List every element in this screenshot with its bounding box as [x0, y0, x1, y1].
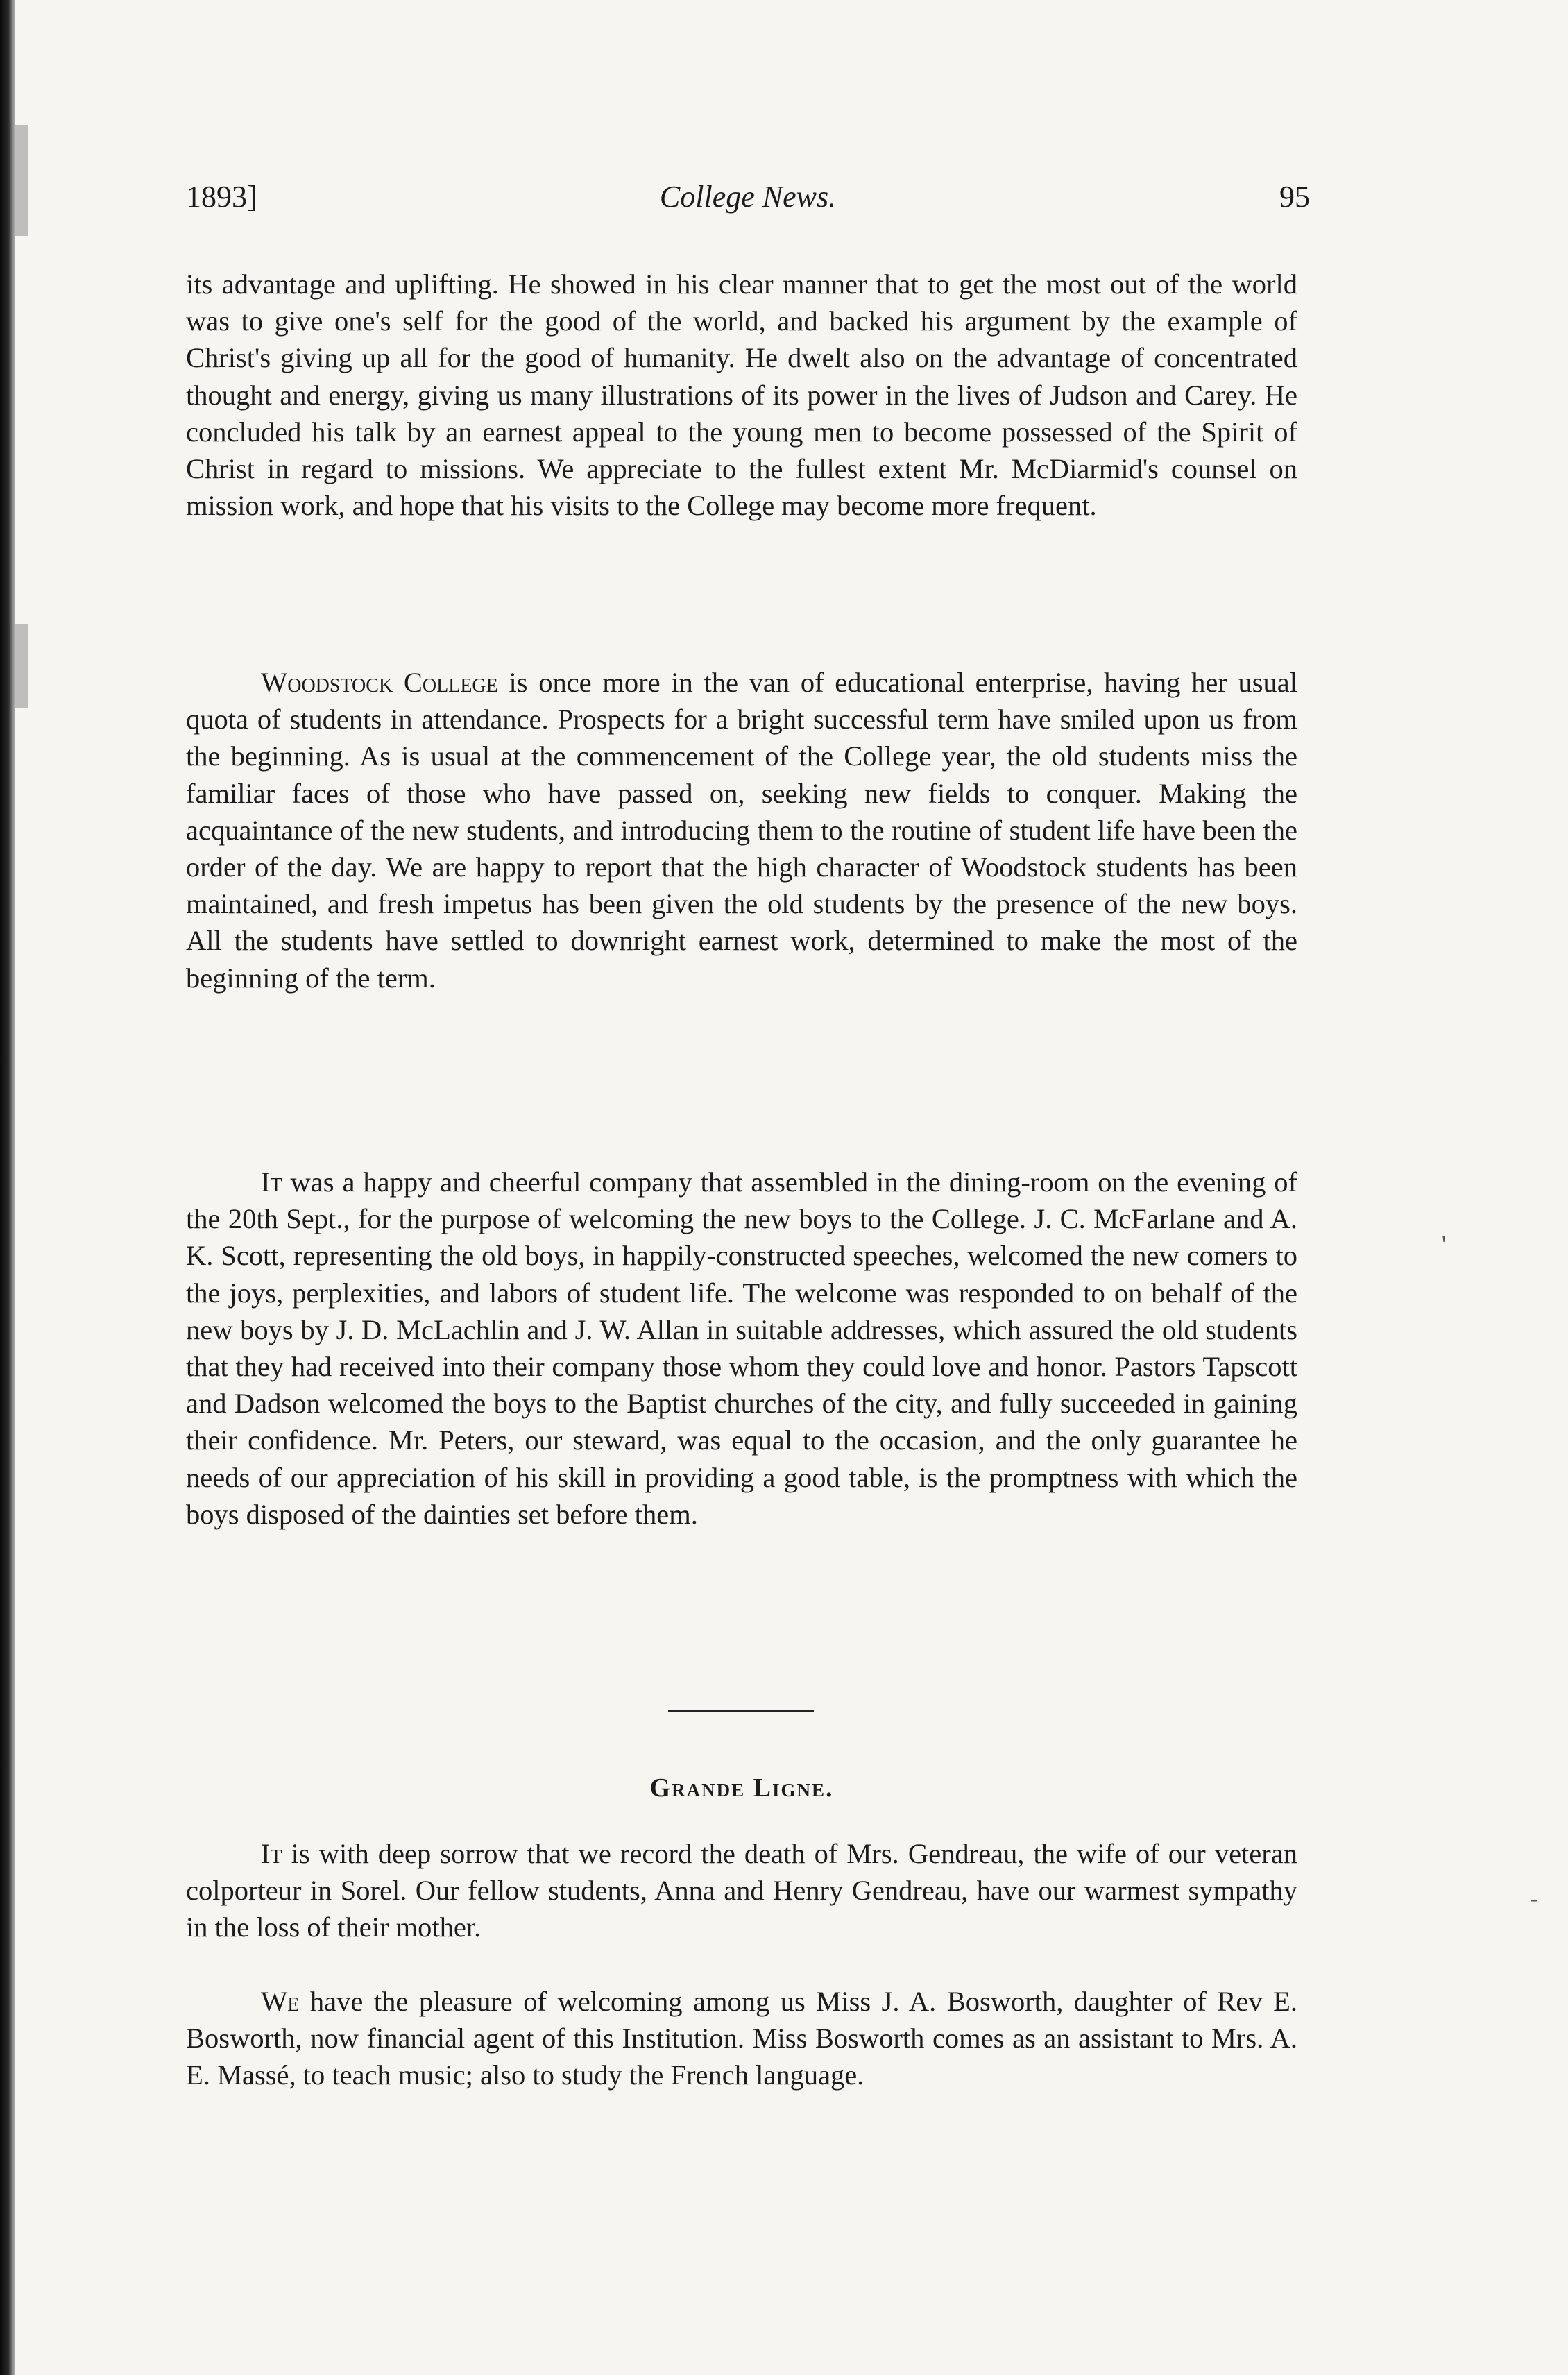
paragraph-text: is once more in the van of educational enterprise, having her usual quota of students in attendance. Prospects for a bright successful term have smiled upon us from the beginning. As is usual at the commencement of the College year, the old students miss the familiar faces of those who have passed on, seeking new fields to conquer. Making the acquaintance of the new students, and introducing them to the routine of student life have been the order of the day. We are happy to report that the high character of Woodstock students has been maintained, and fresh impetus has been given the old students by the presence of the new boys. All the students have settled to downright earnest work, determined to make the most of the beginning of the term.: [186, 667, 1297, 994]
section-divider: [668, 1710, 814, 1712]
margin-mark: -: [1530, 1886, 1538, 1912]
paragraph-bosworth: [186, 1983, 1297, 2094]
scan-edge-mark: [15, 125, 28, 236]
paragraph-lead: We: [261, 1986, 300, 2017]
paragraph-text: its advantage and uplifting. He showed in his clear manner that to get the most out of the world was to give one's self for the good of the world, and backed his argument by the example of Christ's giving up all for the good of humanity. He dwelt also on the advantage of concentrated thought and energy, giving us many illustrations of its power in the lives of Judson and Carey. He concluded his talk by an earnest appeal to the young men to become possessed of the Spirit of Christ in regard to missions. We appreciate to the fullest extent Mr. McDiarmid's counsel on mission work, and hope that his visits to the College may become more frequent.: [186, 269, 1297, 522]
margin-mark: ': [1442, 1232, 1447, 1257]
scan-binding-edge: [0, 0, 15, 2375]
running-head: [186, 179, 1310, 221]
scan-edge-mark: [15, 624, 28, 708]
paragraph-lead: Woodstock College: [261, 667, 498, 698]
paragraph-text: was a happy and cheerful company that assembled in the dining-room on the evening of the 20th Sept., for the purpose of welcoming the new boys to the College. J. C. McFarlane and A. K. Scott, representing the old boys, in happily-constructed speeches, welcomed the new comers to the joys, perplexities, and labors of student life. The welcome was responded to on behalf of the new boys by J. D. McLachlin and J. W. Allan in suitable addresses, which assured the old students that they had received into their company those whom they could love and honor. Pastors Tapscott and Dadson welcomed the boys to the Baptist churches of the city, and fully succeeded in gaining their confidence. Mr. Peters, our steward, was equal to the occasion, and the only guarantee he needs of our appreciation of his skill in providing a good table, is the promptness with which the boys disposed of the dainties set before them.: [186, 1166, 1297, 1530]
paragraph-text: have the pleasure of welcoming among us Miss J. A. Bosworth, daughter of Rev E. Bosworth, now financial agent of this Institution. Miss Bosworth comes as an assistant to Mrs. A. E. Massé, to teach music; also to study the French language.: [186, 1986, 1297, 2091]
paragraph-woodstock-college: [186, 664, 1297, 996]
header-title: College News.: [659, 180, 837, 214]
section-heading: Grande Ligne.: [649, 1773, 834, 1803]
paragraph-continuation: [186, 266, 1297, 524]
paragraph-text: is with deep sorrow that we record the death of Mrs. Gendreau, the wife of our veteran colporteur in Sorel. Our fellow students, Anna and Henry Gendreau, have our warmest sympathy in the loss of their mother.: [186, 1838, 1297, 1943]
header-year: 1893]: [186, 180, 257, 214]
paragraph-lead: It: [261, 1166, 282, 1198]
paragraph-welcome-evening: [186, 1164, 1297, 1533]
page-number: 95: [1279, 180, 1310, 214]
paragraph-lead: It: [261, 1838, 282, 1869]
paragraph-gendreau: [186, 1835, 1297, 1946]
